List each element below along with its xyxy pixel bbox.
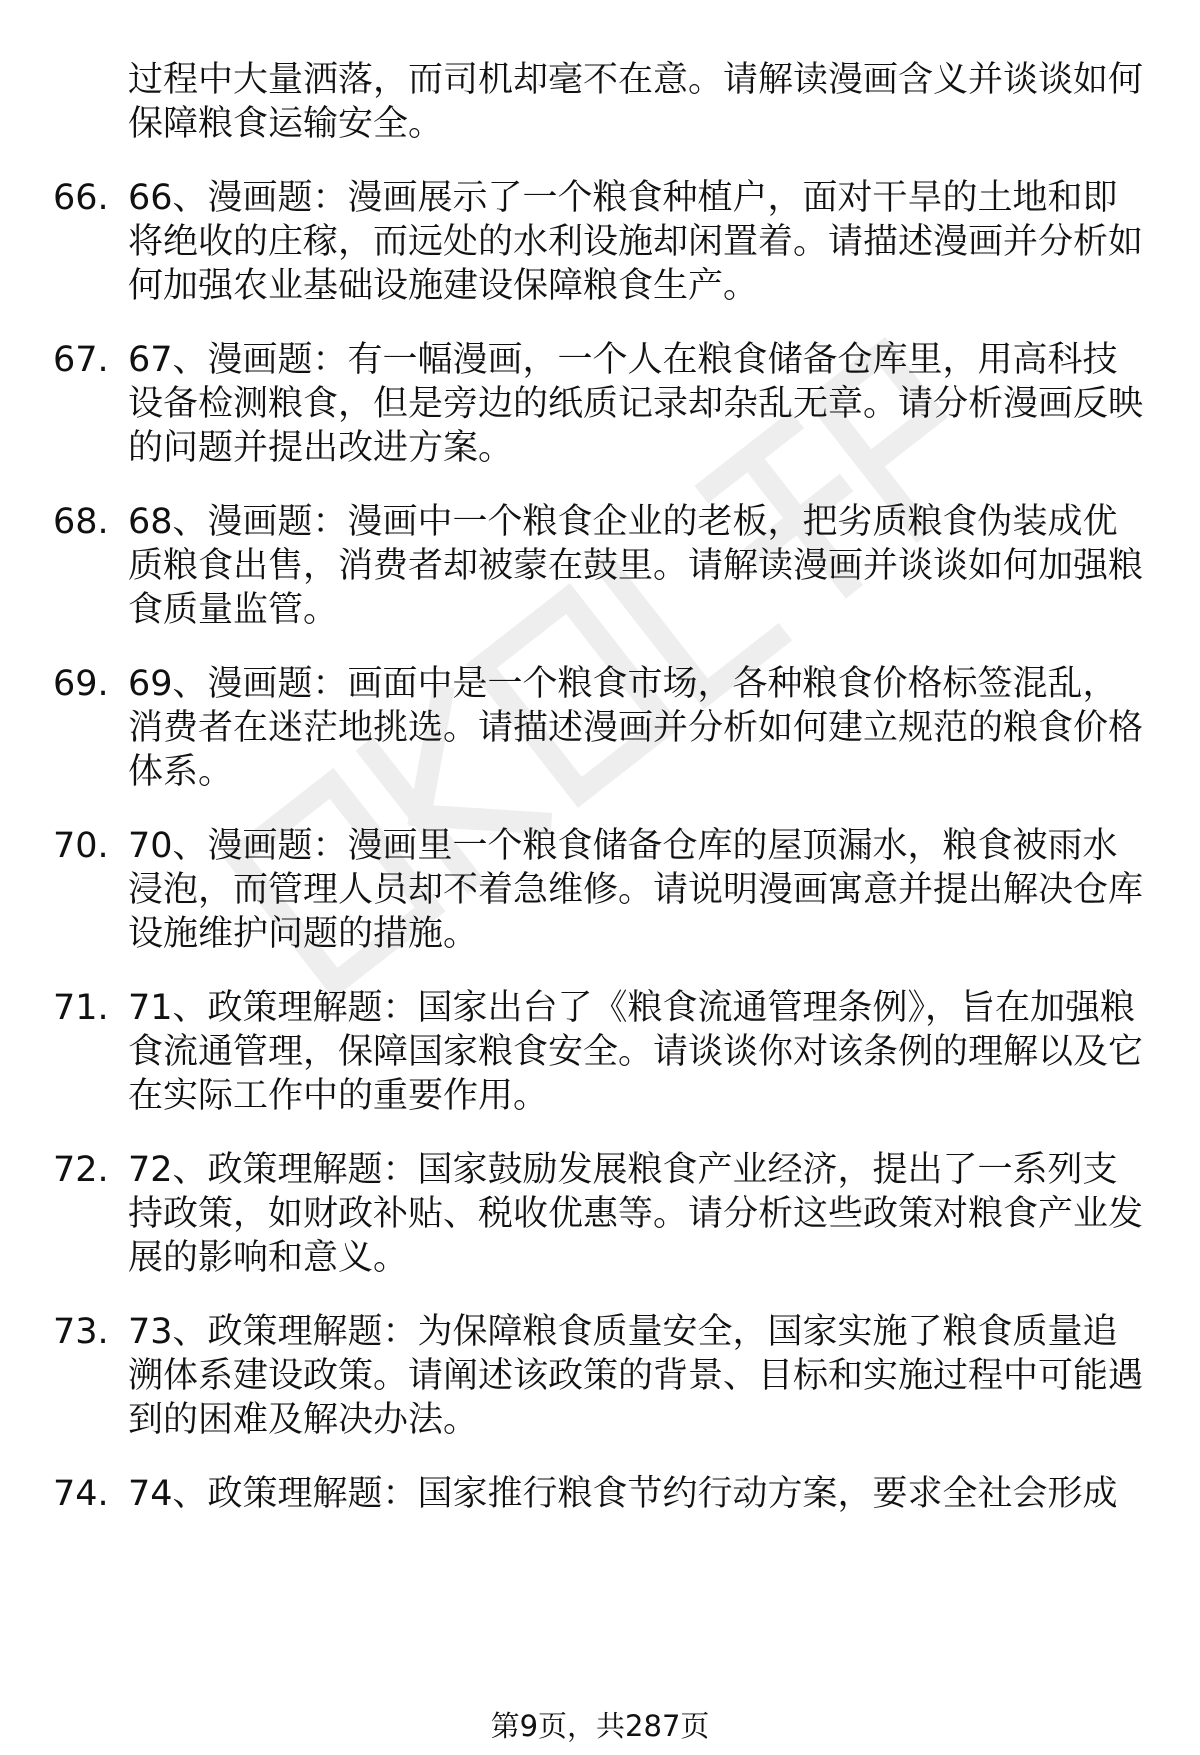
question-number: 69. [53, 664, 109, 704]
page-footer: 第9页，共287页 [490, 1709, 710, 1743]
question-number: 74. [53, 1474, 109, 1514]
list-item [53, 1310, 1148, 1442]
list-item [53, 986, 1148, 1118]
question-number: 66. [53, 178, 109, 218]
list-item [53, 338, 1148, 470]
list-item [53, 1148, 1148, 1280]
question-text: 72、政策理解题：国家鼓励发展粮食产业经济，提出了一系列支持政策，如财政补贴、税收优惠等。请分析这些政策对粮食产业发展的影响和意义。 [128, 1150, 1144, 1278]
content [0, 58, 1200, 1546]
question-text: 74、政策理解题：国家推行粮食节约行动方案，要求全社会形成 [128, 1474, 1118, 1514]
question-text: 68、漫画题：漫画中一个粮食企业的老板，把劣质粮食伪装成优质粮食出售，消费者却被蒙在鼓里。请解读漫画并谈谈如何加强粮食质量监管。 [128, 502, 1144, 630]
question-text: 71、政策理解题：国家出台了《粮食流通管理条例》，旨在加强粮食流通管理，保障国家粮食安全。请谈谈你对该条例的理解以及它在实际工作中的重要作用。 [128, 988, 1144, 1116]
question-number: 71. [53, 988, 109, 1028]
intro-paragraph: 过程中大量洒落，而司机却毫不在意。请解读漫画含义并谈谈如何保障粮食运输安全。 [128, 60, 1144, 144]
list-item [53, 176, 1148, 308]
question-number: 67. [53, 340, 109, 380]
question-text: 73、政策理解题：为保障粮食质量安全，国家实施了粮食质量追溯体系建设政策。请阐述该政策的背景、目标和实施过程中可能遇到的困难及解决办法。 [128, 1312, 1144, 1440]
question-text: 67、漫画题：有一幅漫画，一个人在粮食储备仓库里，用高科技设备检测粮食，但是旁边的纸质记录却杂乱无章。请分析漫画反映的问题并提出改进方案。 [128, 340, 1144, 468]
list-item [53, 500, 1148, 632]
question-text: 66、漫画题：漫画展示了一个粮食种植户，面对干旱的土地和即将绝收的庄稼，而远处的水利设施却闲置着。请描述漫画并分析如何加强农业基础设施建设保障粮食生产。 [128, 178, 1144, 306]
list-item [53, 1472, 1148, 1516]
question-number: 73. [53, 1312, 109, 1352]
list-item [53, 662, 1148, 794]
question-text: 69、漫画题：画面中是一个粮食市场，各种粮食价格标签混乱，消费者在迷茫地挑选。请描述漫画并分析如何建立规范的粮食价格体系。 [128, 664, 1144, 792]
question-number: 72. [53, 1150, 109, 1190]
list-item [53, 824, 1148, 956]
question-number: 70. [53, 826, 109, 866]
question-text: 70、漫画题：漫画里一个粮食储备仓库的屋顶漏水，粮食被雨水浸泡，而管理人员却不着急维修。请说明漫画寓意并提出解决仓库设施维护问题的措施。 [128, 826, 1144, 954]
question-number: 68. [53, 502, 109, 542]
